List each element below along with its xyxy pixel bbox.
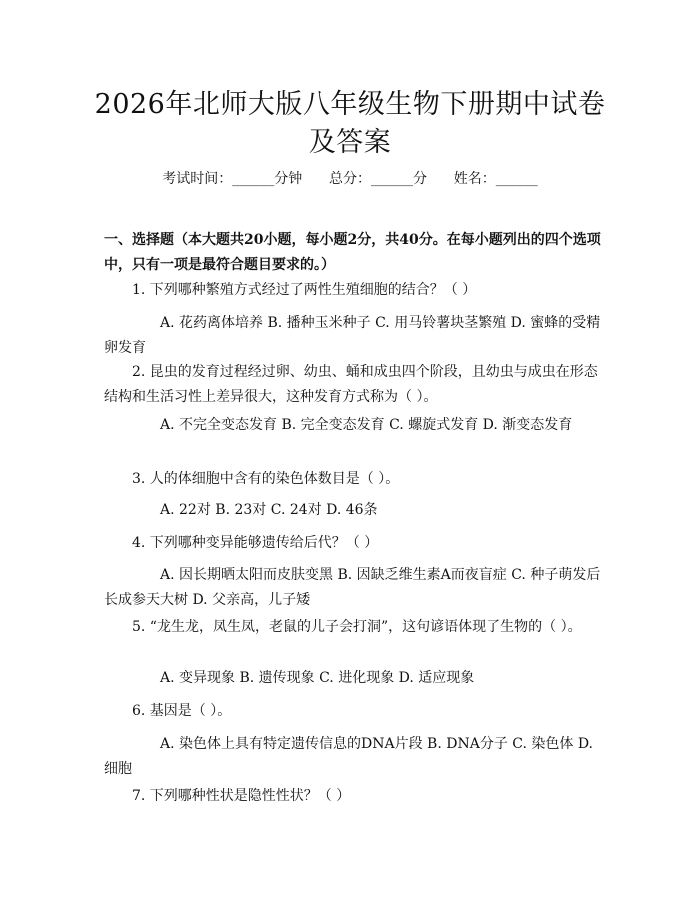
question-options-3: A. 22对 B. 23对 C. 24对 D. 46条 bbox=[160, 502, 378, 518]
question-stem-4: 4. 下列哪种变异能够遗传给后代？（ ） bbox=[132, 535, 379, 551]
question-options-1: A. 花药离体培养 B. 播种玉米种子 C. 用马铃薯块茎繁殖 D. 蜜蜂的受精卵发育 bbox=[104, 315, 601, 356]
question-stem-3: 3. 人的体细胞中含有的染色体数目是（ ）。 bbox=[132, 471, 400, 487]
question-options-2: A. 不完全变态发育 B. 完全变态发育 C. 螺旋式发育 D. 渐变态发育 bbox=[160, 417, 573, 433]
question-options-6: A. 染色体上具有特定遗传信息的DNA片段 B. DNA分子 C. 染色体 D. 细胞 bbox=[104, 736, 594, 777]
question-stem-6: 6. 基因是（ ）。 bbox=[132, 703, 232, 719]
question-stem-5: 5. “龙生龙，凤生凤，老鼠的儿子会打洞”，这句谚语体现了生物的（ ）。 bbox=[132, 619, 582, 635]
question-options-4: A. 因长期晒太阳而皮肤变黑 B. 因缺乏维生素A而夜盲症 C. 种子萌发后长成参天大树 D. 父亲高，儿子矮 bbox=[104, 567, 601, 608]
question-stem-7: 7. 下列哪种性状是隐性性状？（ ） bbox=[132, 788, 351, 804]
question-stem-2: 2. 昆虫的发育过程经过卵、幼虫、蛹和成虫四个阶段，且幼虫与成虫在形态结构和生活习性上差异很大，这种发育方式称为（ ）。 bbox=[104, 364, 598, 405]
exam-info-line: 考试时间：______分钟 总分：______分 姓名：______ bbox=[162, 171, 538, 187]
question-stem-1: 1. 下列哪种繁殖方式经过了两性生殖细胞的结合？（ ） bbox=[132, 282, 477, 298]
section-heading: 一、选择题（本大题共20小题，每小题2分，共40分。在每小题列出的四个选项中，只有一项是最符合题目要求的。） bbox=[104, 232, 601, 273]
document-title: 2026年北师大版八年级生物下册期中试卷及答案 bbox=[94, 89, 606, 158]
question-options-5: A. 变异现象 B. 遗传现象 C. 进化现象 D. 适应现象 bbox=[160, 670, 475, 686]
